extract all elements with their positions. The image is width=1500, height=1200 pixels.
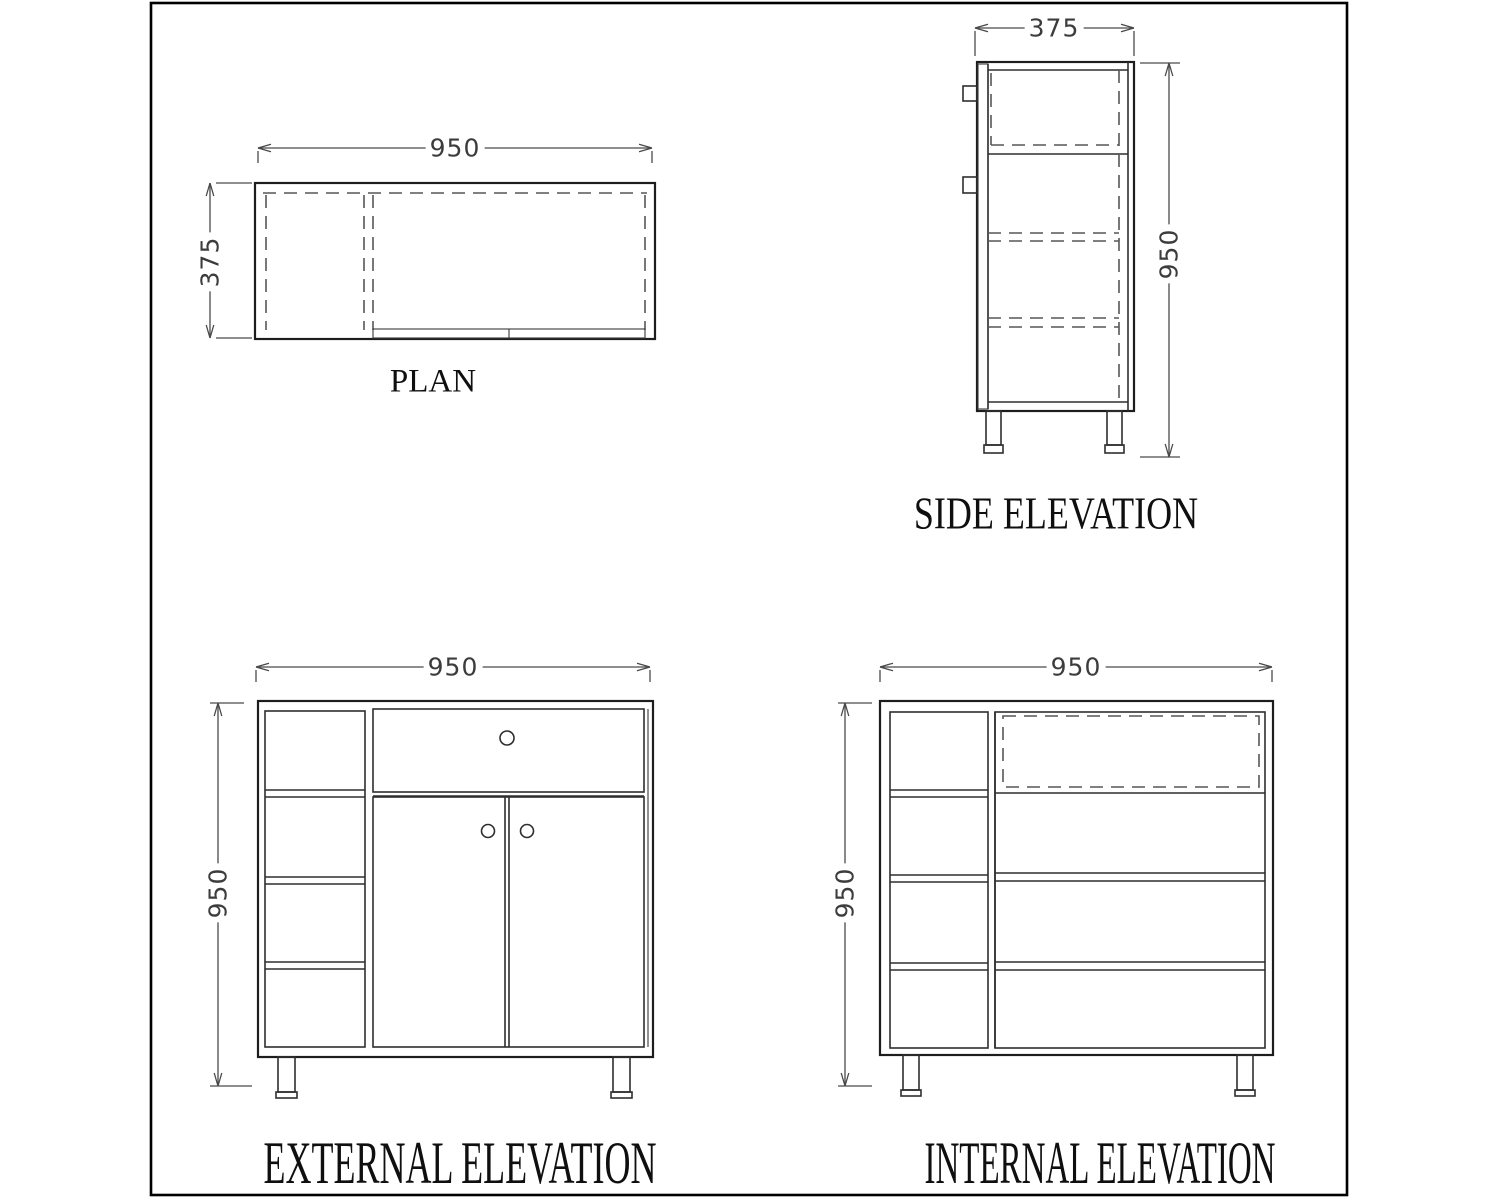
plan-width-dimension: 950 (426, 136, 485, 161)
internal-elevation-linework (838, 663, 1273, 1096)
internal-width-dimension: 950 (1047, 655, 1106, 680)
plan-view-title: PLAN (389, 363, 477, 400)
side-elevation-linework (963, 24, 1180, 457)
external-elevation-title: EXTERNAL ELEVATION (263, 1130, 657, 1196)
internal-elevation-title: INTERNAL ELEVATION (924, 1130, 1276, 1196)
sheet-border (151, 3, 1347, 1195)
plan-view-linework (206, 144, 655, 339)
side-height-dimension: 950 (1157, 225, 1182, 284)
plan-depth-dimension: 375 (198, 233, 223, 292)
side-width-dimension: 375 (1025, 16, 1084, 41)
side-elevation-title: SIDE ELEVATION (913, 488, 1199, 539)
external-height-dimension: 950 (206, 864, 231, 923)
external-elevation-linework (210, 663, 653, 1098)
external-width-dimension: 950 (424, 655, 483, 680)
internal-height-dimension: 950 (833, 864, 858, 923)
